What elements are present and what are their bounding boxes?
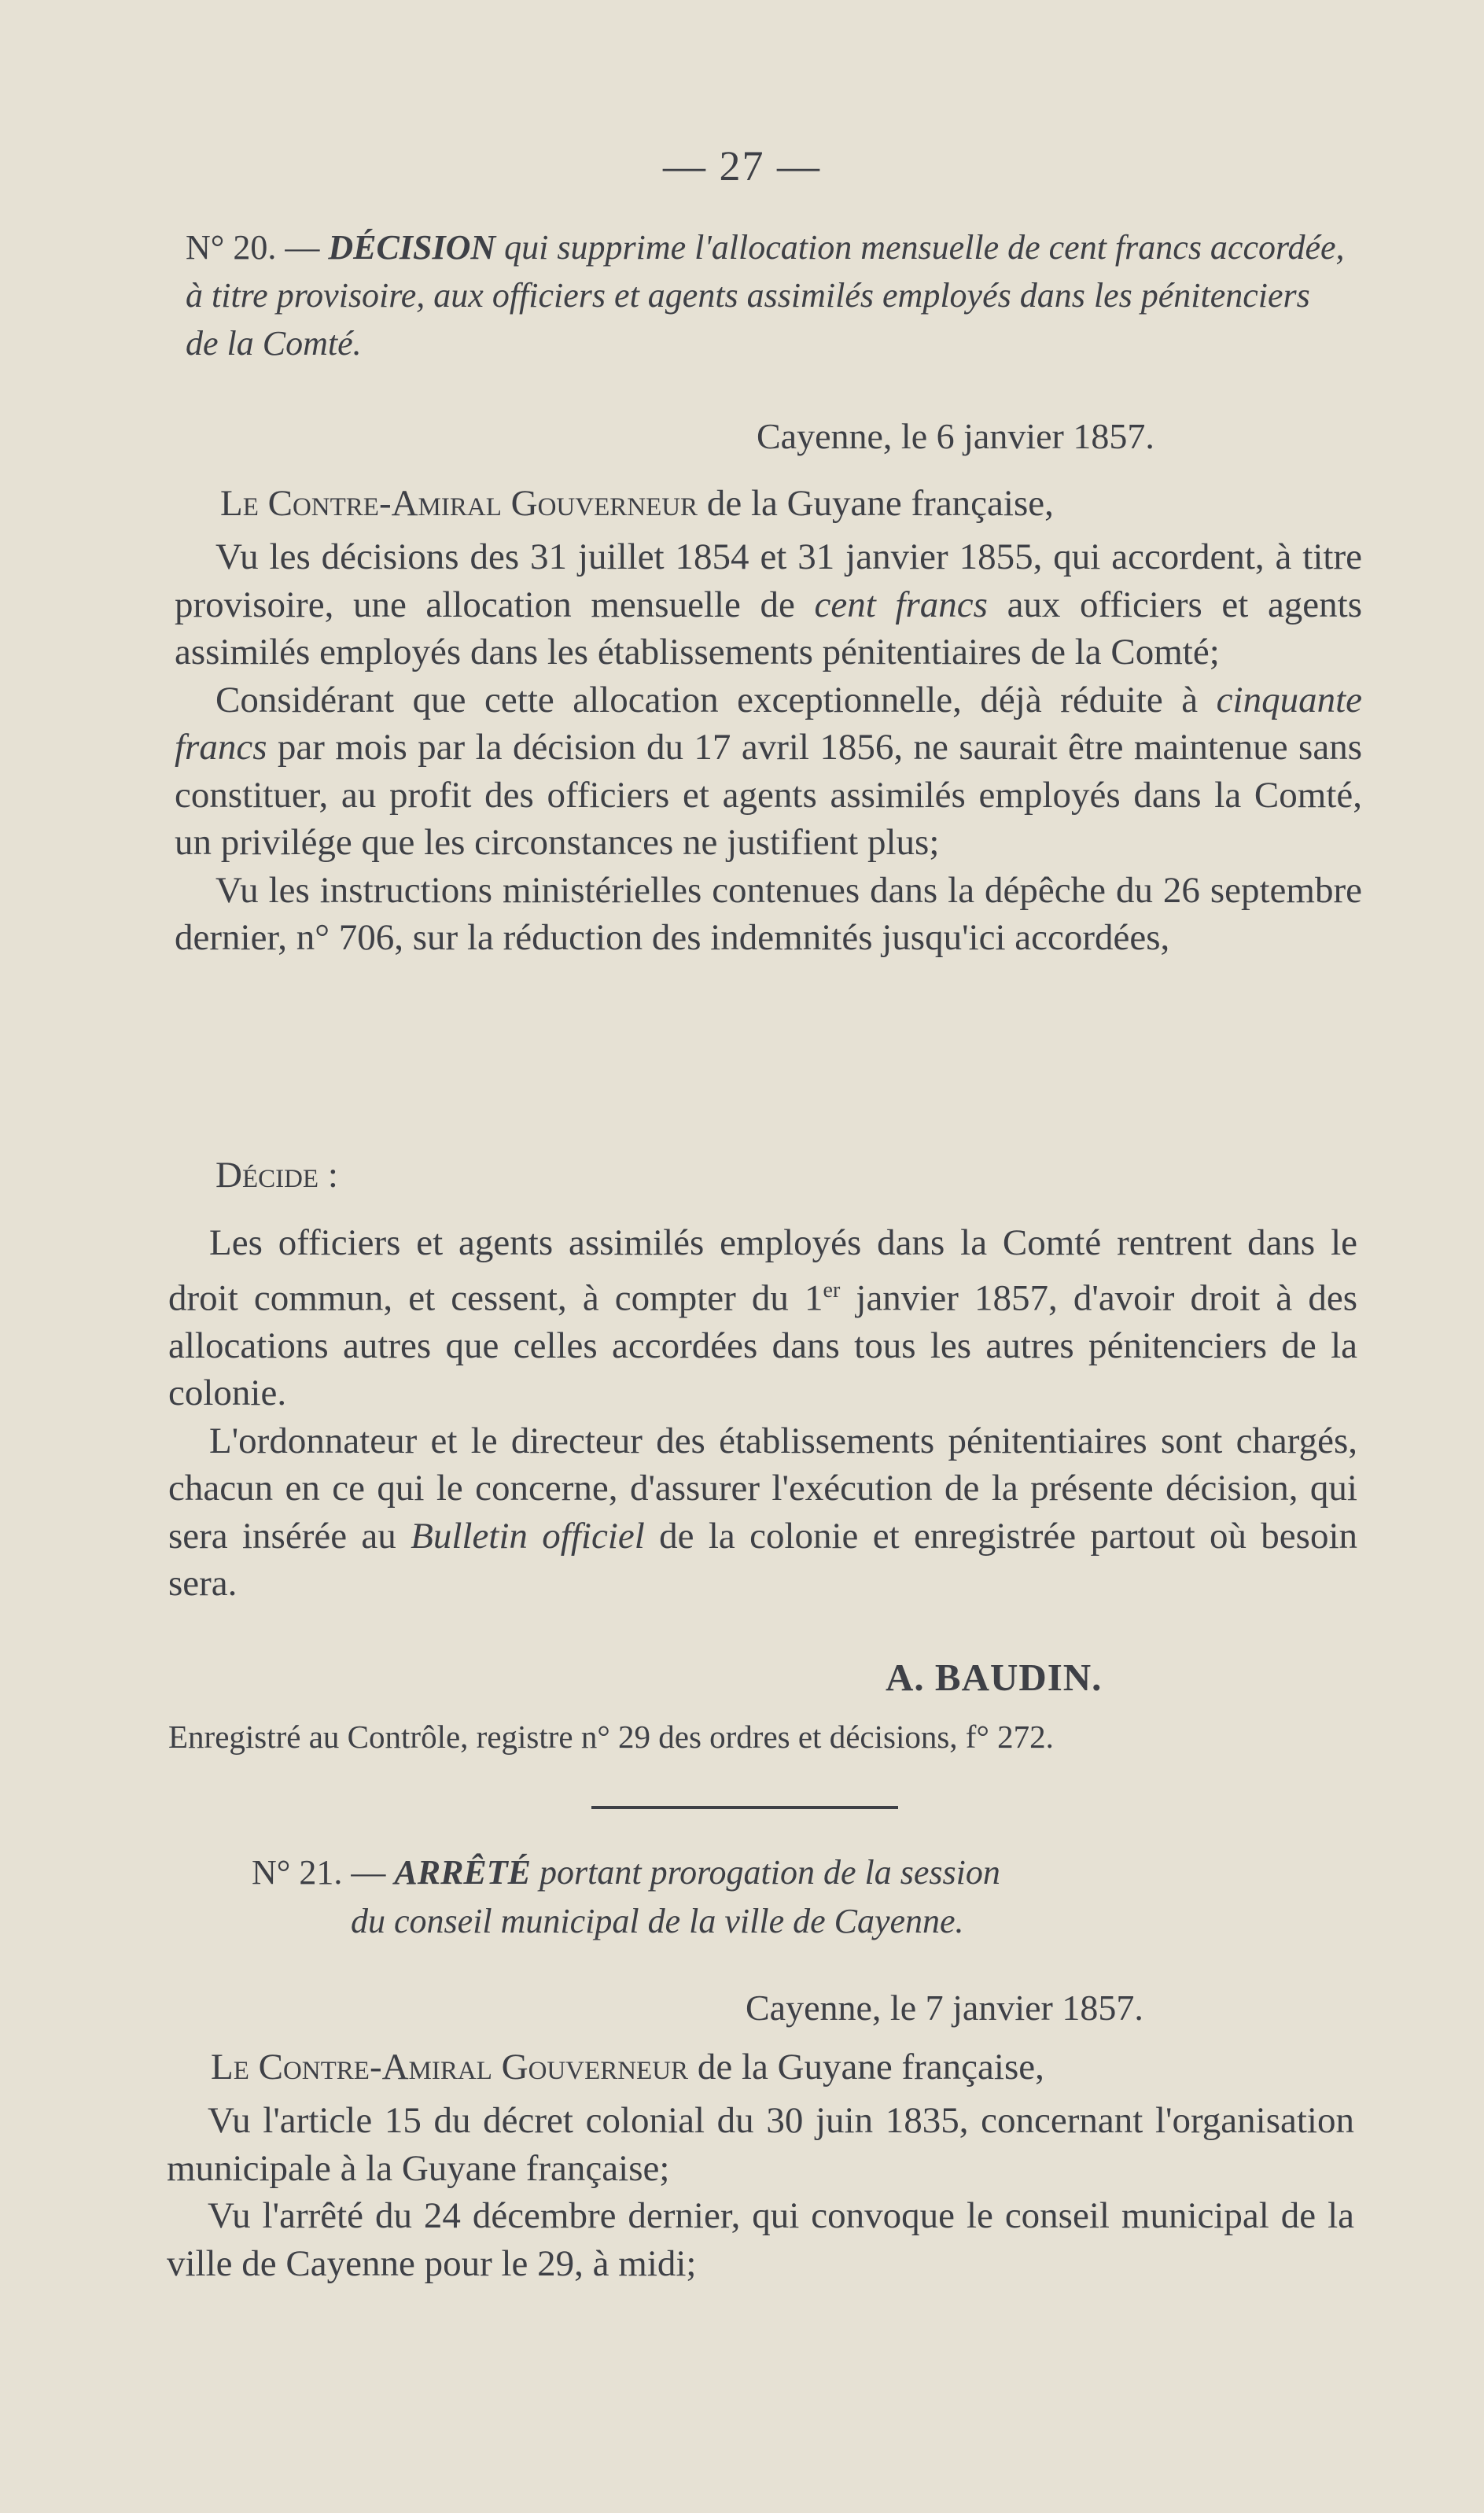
section-21-preamble-rest: de la Guyane française,: [697, 2047, 1044, 2087]
section-20-para-5-b: de la colonie et enregistrée partout où besoin sera.: [168, 1515, 1358, 1605]
section-21-number: N° 21. —: [252, 1853, 386, 1892]
section-21-preamble: [211, 2043, 1343, 2091]
section-20-number: N° 20. —: [186, 228, 320, 267]
section-20-preamble-title: Le Contre-Amiral Gouverneur: [220, 483, 698, 524]
section-20-decide: Décide :: [215, 1155, 338, 1196]
section-20-title: [186, 223, 1350, 367]
section-21-para-2: Vu l'arrêté du 24 décembre dernier, qui convoque le conseil municipal de la ville de Cayenne pour le 29, à midi;: [167, 2195, 1354, 2284]
section-20-para-1-a: Vu les décisions des 31 juillet 1854 et 31 janvier 1855, qui accordent, à titre provisoire, une allocation mensuelle de: [175, 536, 1362, 625]
section-20-para-1: [175, 533, 1362, 676]
section-20-title-rest: qui supprime l'allocation mensuelle de cent francs accordée, à titre provisoire, aux officiers et agents assimilés employés dans les pénitenciers de la Comté.: [186, 228, 1345, 363]
section-20-registration: Enregistré au Contrôle, registre n° 29 des ordres et décisions, f° 272.: [168, 1719, 1054, 1755]
section-20-para-5: [168, 1417, 1357, 1608]
section-20-para-1-italic: cent francs: [814, 584, 988, 625]
section-20-para-4: [168, 1219, 1357, 1417]
section-20-preamble: [220, 480, 1353, 528]
section-21-preamble-title: Le Contre-Amiral Gouverneur: [211, 2047, 689, 2087]
section-20-preamble-rest: de la Guyane française,: [706, 483, 1054, 524]
section-20-para-4-sup: er: [823, 1277, 841, 1303]
section-21-dateline: Cayenne, le 7 janvier 1857.: [746, 1988, 1143, 2028]
section-21-kind: ARRÊTÉ: [394, 1853, 531, 1892]
section-20-para-2-b: par mois par la décision du 17 avril 1856, ne saurait être maintenue sans constituer, au profit des officiers et agents assimilés employés dans la Comté, un privilége que les circonstances ne justifient plus;: [175, 727, 1362, 863]
section-21-title-line-1: portant prorogation de la session: [539, 1853, 1000, 1892]
section-20-body: [175, 533, 1362, 962]
section-21-title: [252, 1848, 1353, 1896]
section-20-para-4-a: Les officiers et agents assimilés employés dans la Comté rentrent dans le droit commun, et cessent, à compter du 1: [168, 1222, 1357, 1319]
section-21-title-line-2: du conseil municipal de la ville de Cayenne.: [351, 1902, 964, 1940]
section-20-body-2: [168, 1219, 1357, 1608]
section-20-para-2-a: Considérant que cette allocation exceptionnelle, déjà réduite à: [215, 679, 1199, 720]
section-20-para-2-italic: cinquante francs: [175, 679, 1362, 768]
section-20-kind: DÉCISION: [328, 228, 496, 267]
section-20-para-5-a: L'ordonnateur et le directeur des établissements pénitentiaires sont chargés, chacun en ce qui le concerne, d'assurer l'exécution de la présente décision, qui sera insérée au: [168, 1420, 1357, 1557]
section-20-signature: A. BAUDIN.: [886, 1656, 1103, 1699]
section-20-para-2: [175, 676, 1362, 867]
section-divider: [591, 1806, 898, 1809]
section-20-para-3: Vu les instructions ministérielles contenues dans la dépêche du 26 septembre dernier, n° 706, sur la réduction des indemnités jusqu'ici accordées,: [175, 869, 1362, 958]
section-21-body: [167, 2097, 1354, 2287]
section-20-para-5-italic: Bulletin officiel: [411, 1515, 645, 1557]
section-20-dateline: Cayenne, le 6 janvier 1857.: [757, 416, 1154, 456]
section-21-para-1: Vu l'article 15 du décret colonial du 30 juin 1835, concernant l'organisation municipale à la Guyane française;: [167, 2100, 1354, 2189]
section-20-para-4-b: janvier 1857, d'avoir droit à des allocations autres que celles accordées dans tous les autres pénitenciers de la colonie.: [168, 1277, 1357, 1414]
section-20-para-1-b: aux officiers et agents assimilés employés dans les établissements pénitentiaires de la Comté;: [175, 584, 1363, 672]
page-number: — 27 —: [663, 142, 821, 190]
